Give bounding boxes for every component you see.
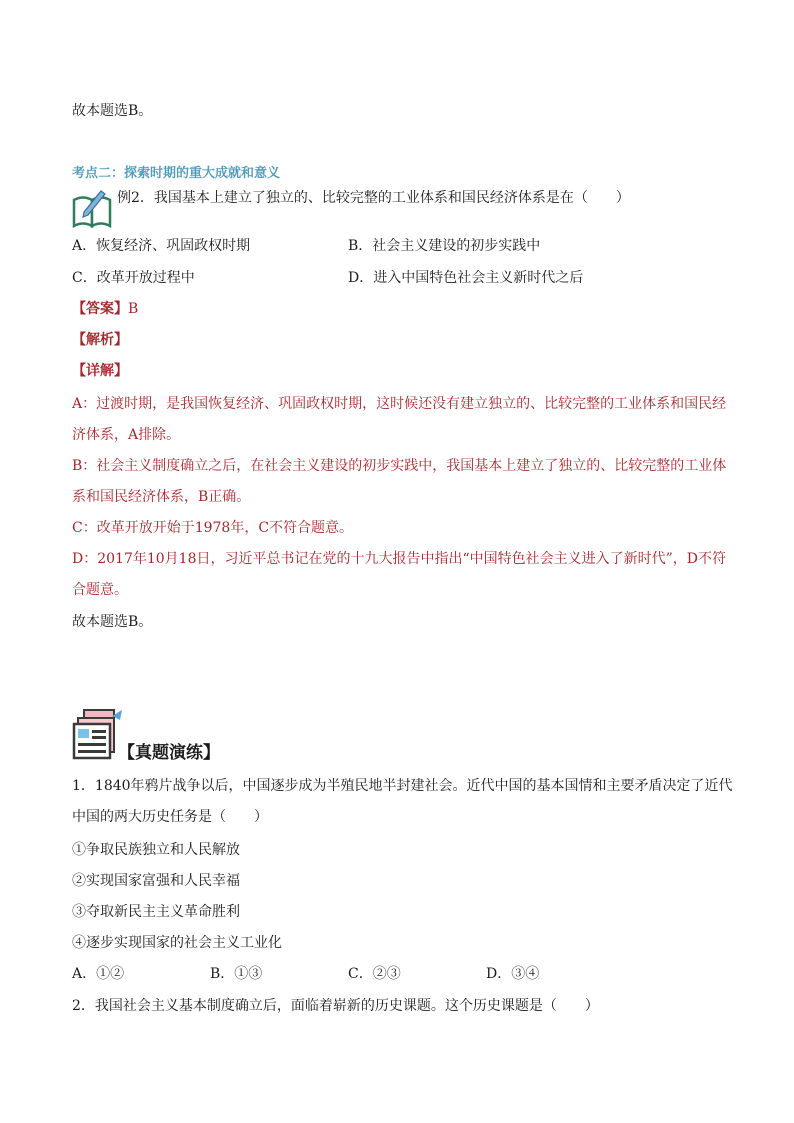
- q1-choice-a: A．①②: [72, 966, 125, 982]
- example-label: 例2．: [117, 190, 154, 206]
- q1-item: ①争取民族独立和人民解放: [72, 842, 240, 858]
- detail-line: B：社会主义制度确立之后，在社会主义建设的初步实践中，我国基本上建立了独立的、比较完整的工业体: [72, 458, 727, 474]
- answer-value: B: [128, 301, 139, 317]
- example-stem: [117, 188, 630, 208]
- detail-tag: 【详解】: [72, 363, 128, 379]
- option-a: A．恢复经济、巩固政权时期: [72, 238, 251, 254]
- answer-tag: 【答案】: [72, 301, 128, 317]
- detail-line: 系和国民经济体系，B正确。: [72, 489, 251, 505]
- option-b: B．社会主义建设的初步实践中: [348, 238, 541, 254]
- notebook-pen-icon: [70, 186, 114, 230]
- detail-line: A：过渡时期，是我国恢复经济、巩固政权时期，这时候还没有建立独立的、比较完整的工业体系和国民经: [72, 396, 727, 412]
- q1-item: ③夺取新民主主义革命胜利: [72, 904, 240, 920]
- q2-stem: 2．我国社会主义基本制度确立后，面临着崭新的历史课题。这个历史课题是（ ）: [72, 998, 599, 1014]
- q1-item: ④逐步实现国家的社会主义工业化: [72, 935, 282, 951]
- q1-item: ②实现国家富强和人民幸福: [72, 873, 240, 889]
- option-c: C．改革开放过程中: [72, 270, 195, 286]
- detail-line: 合题意。: [72, 582, 128, 598]
- analysis-tag: 【解析】: [72, 332, 128, 348]
- q1-choice-c: C．②③: [348, 966, 401, 982]
- example-question: 我国基本上建立了独立的、比较完整的工业体系和国民经济体系是在（ ）: [153, 190, 630, 206]
- section-title: 考点二：探索时期的重大成就和意义: [72, 166, 281, 181]
- detail-line: 济体系，A排除。: [72, 427, 181, 443]
- answer-line: [72, 299, 138, 319]
- detail-line: C：改革开放开始于1978年，C不符合题意。: [72, 520, 354, 536]
- q1-stem-line2: 中国的两大历史任务是（ ）: [72, 809, 268, 825]
- q1-choice-d: D．③④: [486, 966, 540, 982]
- previous-conclusion: 故本题选B。: [72, 103, 153, 119]
- option-d: D．进入中国特色社会主义新时代之后: [348, 270, 584, 286]
- practice-heading: 【真题演练】: [118, 743, 220, 763]
- q1-choice-b: B．①③: [210, 966, 263, 982]
- q1-stem-line1: 1．1840年鸦片战争以后，中国逐步成为半殖民地半封建社会。近代中国的基本国情和主要矛盾决定了近代: [72, 778, 733, 794]
- detail-line: D：2017年10月18日，习近平总书记在党的十九大报告中指出“中国特色社会主义进入了新时代”，D不符: [72, 551, 727, 567]
- example-conclusion: 故本题选B。: [72, 614, 153, 630]
